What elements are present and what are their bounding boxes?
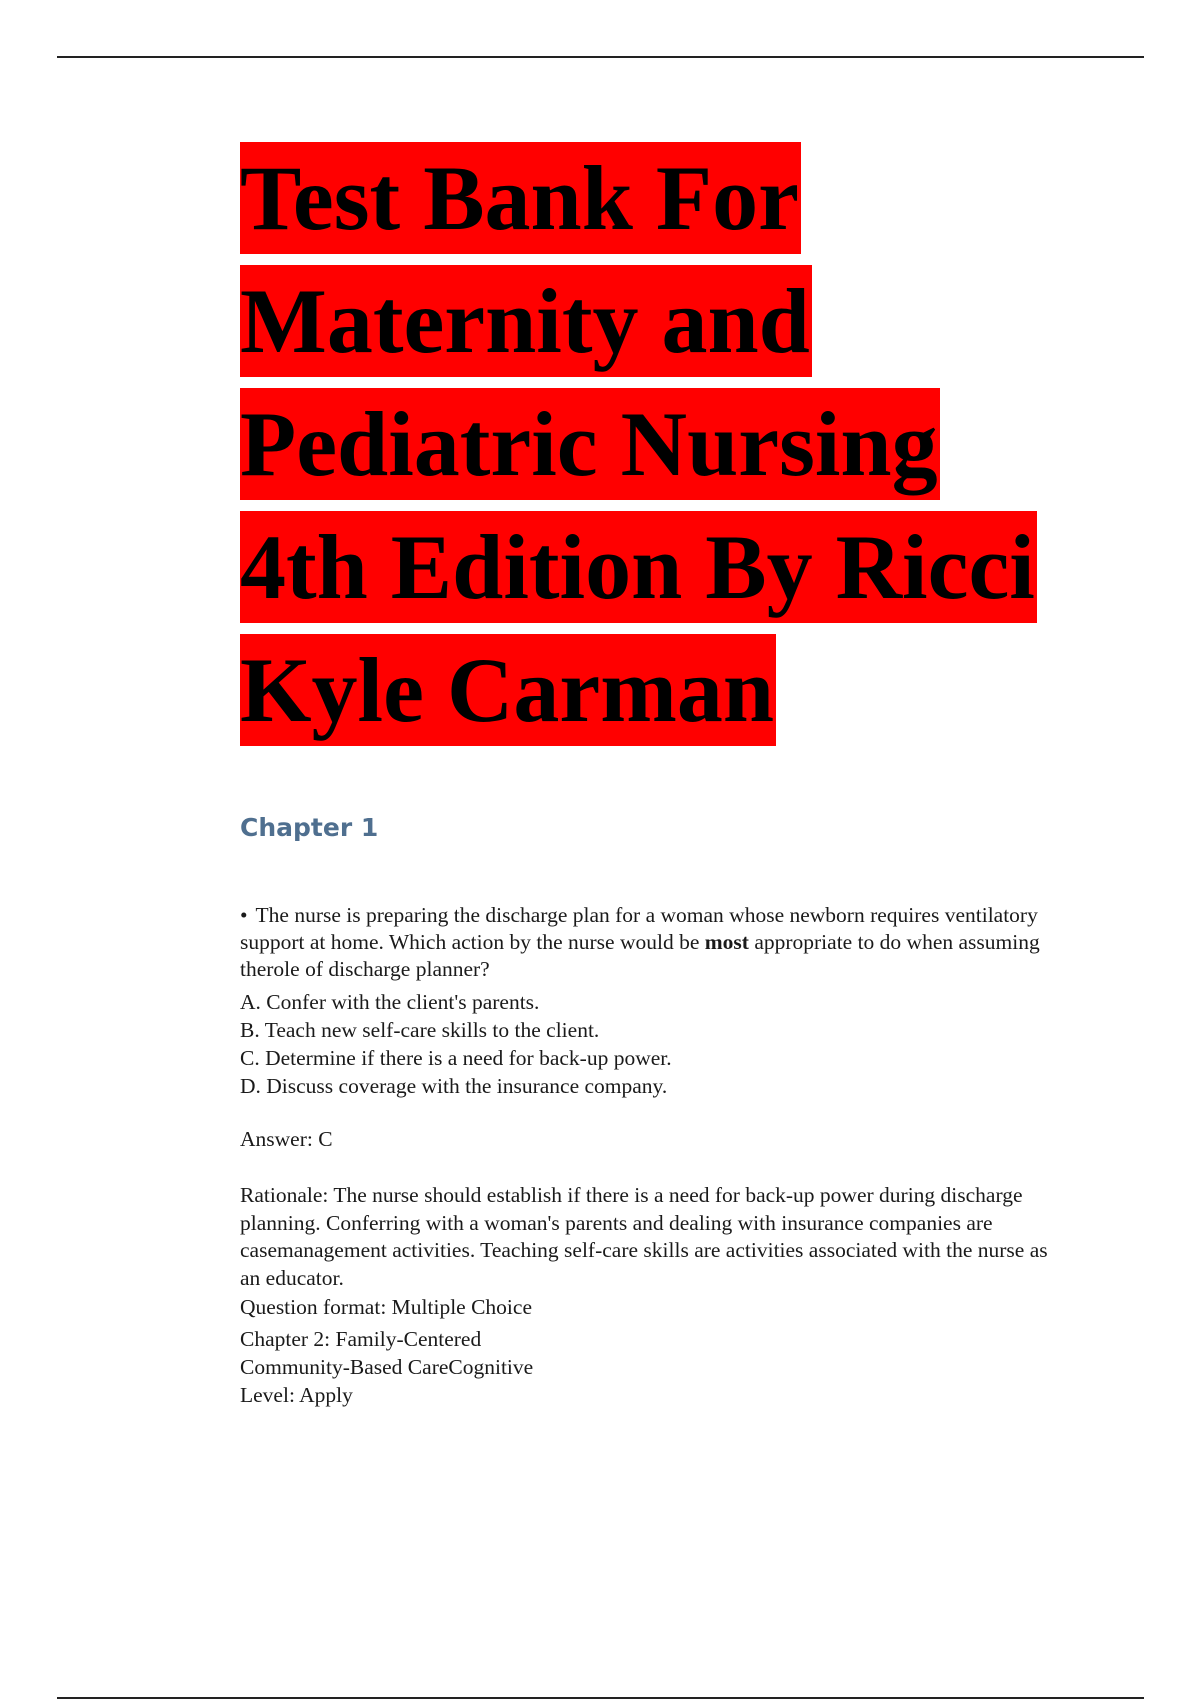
answer-line: Answer: C <box>240 1127 333 1151</box>
title-line-4: 4th Edition By Ricci <box>240 511 1037 623</box>
question-emphasis: most <box>704 930 749 954</box>
title-line-3: Pediatric Nursing <box>240 388 940 500</box>
chapter-heading: Chapter 1 <box>240 813 379 842</box>
question-text: The nurse is preparing the discharge plan for a woman whose newborn requires ventilatory support at home. Which action by the nurse would be <box>240 903 1038 954</box>
chapter-reference-line-1: Chapter 2: Family-Centered <box>240 1327 482 1351</box>
chapter-reference-line-2: Community-Based CareCognitive <box>240 1355 534 1379</box>
title-line-2: Maternity and <box>240 265 812 377</box>
cognitive-level: Level: Apply <box>240 1383 353 1407</box>
rationale: Rationale: The nurse should establish if there is a need for back-up power during discharge planning. Conferring with a woman's parents and dealing with insurance companies are casemanagement activities. Teaching self-care skills are activities associated with the nurse as an educator. <box>240 1183 1048 1290</box>
option-a: A. Confer with the client's parents. <box>240 990 540 1014</box>
option-d: D. Discuss coverage with the insurance company. <box>240 1074 668 1098</box>
question-format: Question format: Multiple Choice <box>240 1295 532 1319</box>
bullet-icon: • <box>240 903 248 927</box>
top-rule <box>57 56 1144 58</box>
bottom-rule <box>57 1697 1144 1699</box>
title-line-5: Kyle Carman <box>240 634 776 746</box>
question-stem <box>240 902 1060 983</box>
question-text-end: appropriate to do when assuming therole of discharge planner? <box>240 930 1040 981</box>
answer-options <box>240 988 1060 1100</box>
title-line-1: Test Bank For <box>240 142 801 254</box>
option-b: B. Teach new self-care skills to the client. <box>240 1018 600 1042</box>
document-title <box>240 142 1140 757</box>
option-c: C. Determine if there is a need for back-up power. <box>240 1046 672 1070</box>
question-metadata <box>240 1293 1060 1409</box>
